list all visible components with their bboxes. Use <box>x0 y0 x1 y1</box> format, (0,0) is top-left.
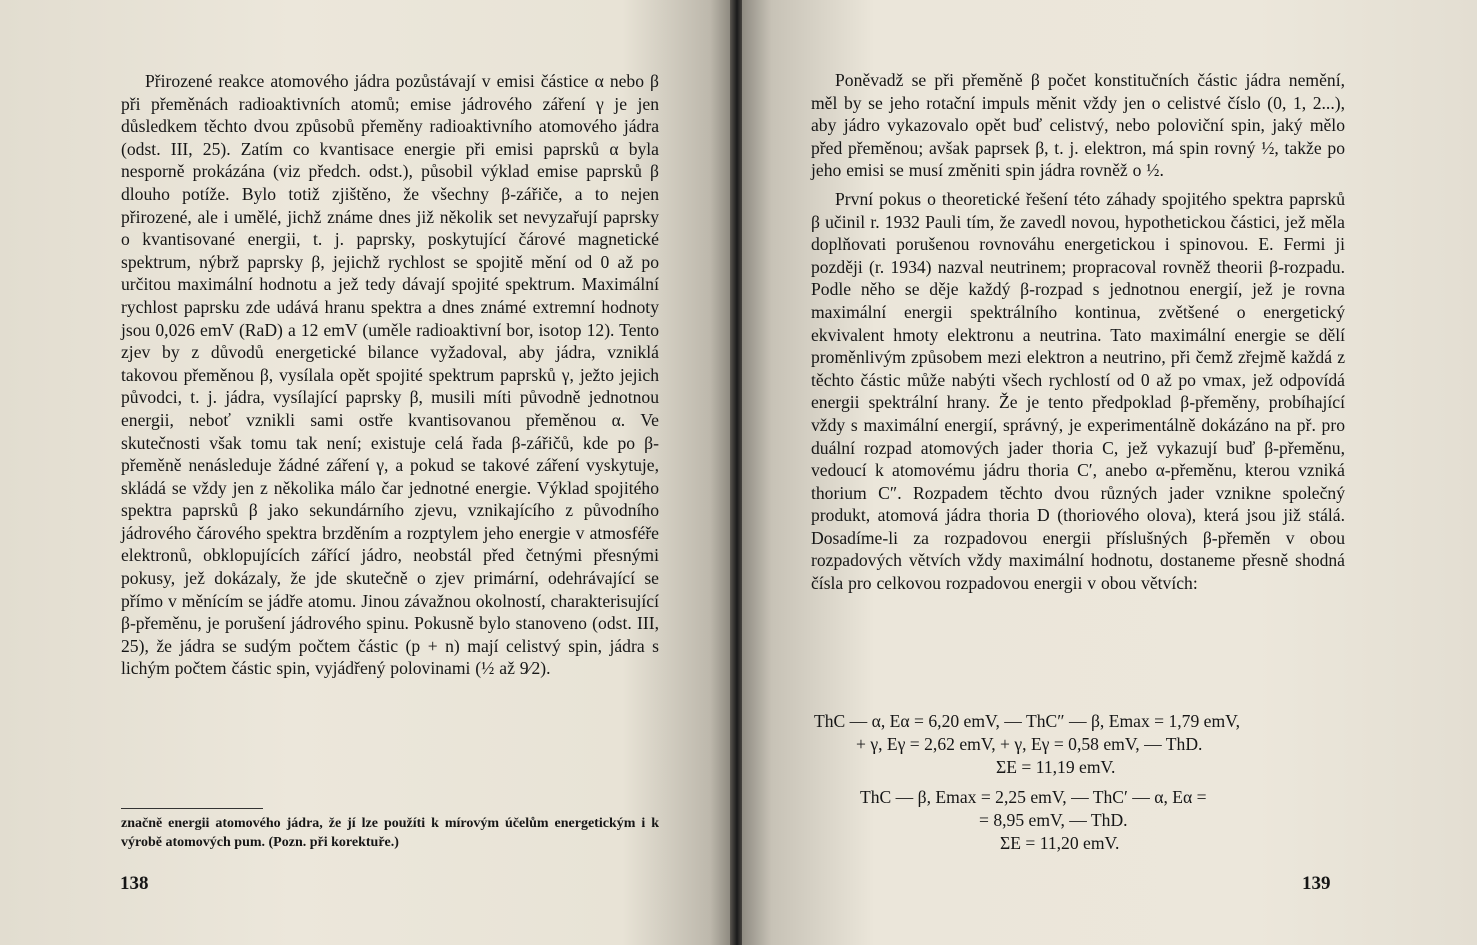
equation-line: = 8,95 emV, — ThD. <box>979 810 1128 830</box>
left-page <box>0 0 732 945</box>
right-page <box>742 0 1477 945</box>
equation-line: ThC — α, Eα = 6,20 emV, — ThC″ — β, Emax = 1,79 emV, <box>814 711 1240 731</box>
page-number-right: 139 <box>1302 873 1331 894</box>
left-page-body <box>121 70 659 680</box>
left-page-paragraph: Přirozené reakce atomového jádra pozůstávají v emisi částice α nebo β při přeměnách radioaktivních atomů; emise jádrového záření γ je jen důsledkem těchto dvou způsobů přeměny radioaktivního atomového jádra (odst. III, 25). Zatím co kvantisace energie při emisi paprsků α byla nesporně prokázána (viz předch. odst.), působil výklad emise paprsků β dlouho potíže. Bylo totiž zjištěno, že všechny β-zářiče, a to nejen přirozené, ale i umělé, jichž známe dnes již několik set nevyzařují paprsky o kvantisované energii, t. j. paprsky, poskytující čárové magnetické spektrum, nýbrž paprsky β, jejichž rychlost se spojitě mění od 0 až po určitou maximální hodnotu a jež tedy dávají spojité spektrum. Maximální rychlost paprsku zde udává hranu spektra a dnes známé extremní hodnoty jsou 0,026 emV (RaD) a 12 emV (uměle radioaktivní bor, isotop 12). Tento zjev by z důvodů energetické bilance vyžadoval, aby jádra, vzniklá takovou přeměnou β, vysílala opět spojité spektrum paprsků γ, ježto jejich původci, t. j. jádra, vysílající paprsky β, musili míti původně jednotnou energii, neboť vznikli sami ostře kvantisovanou přeměnou α. Ve skutečnosti však tomu tak není; existuje celá řada β-zářičů, kde po β-přeměně nenásleduje žádné záření γ, a pokud se takové záření vyskytuje, skládá se vždy jen z několika málo čar jednotné energie. Výklad spojitého spektra paprsků β jako sekundárního zjevu, vznikajícího z původního jádrového čárového spektra brzděním a rozptylem jeho energie v atmosféře elektronů, obklopujících zářící jádro, neobstál před četnými přesnými pokusy, jež dokázaly, že jde skutečně o zjev primární, odehrávající se přímo v měnícím se jádře atomu. Jinou závažnou okolností, charakterisující β-přeměnu, je porušení jádrového spinu. Pokusně bylo stanoveno (odst. III, 25), že jádra se sudým počtem částic (p + n) mají celistvý spin, jádra s lichým počtem částic spin, vyjádřený polovinami (½ až 9⁄2). <box>121 71 659 679</box>
right-page-paragraph-2: První pokus o theoretické řešení této záhady spojitého spektra paprsků β učinil r. 1932 Pauli tím, že zavedl novou, hypothetickou částici, jež měla doplňovati porušenou rovnováhu energetickou i spinovou. E. Fermi ji později (r. 1934) nazval neutrinem; propracoval rovněž theorii β-rozpadu. Podle něho se děje každý β-rozpad s jednotnou energií, jež je rovna maximální energii spektrálního kontinua, zvětšené o energetický ekvivalent hmoty elektronu a neutrina. Tato maximální energie se dělí proměnlivým způsobem mezi elektron a neutrino, při čemž zřejmě každá z těchto částic může nabýti všech rychlostí od 0 až po vmax, jež odpovídá energii spektrální hrany. Že je tento předpoklad β-přeměny, probíhající vždy s maximální energií, správný, je experimentálně dokázáno na př. pro duální rozpad atomových jader thoria C, jež vykazují buď β-přeměnu, vedoucí k atomovému jádru thoria C′, anebo α-přeměnu, kterou vzniká thorium C″. Rozpadem těchto dvou různých jader vznikne společný produkt, atomová jádra thoria D (thoriového olova), která jsou již stálá. Dosadíme-li za rozpadovou energii příslušných β-přeměn v obou rozpadových větvích vždy maximální hodnotu, dostaneme přesně shodná čísla pro celkovou rozpadovou energii v obou větvích: <box>811 188 1345 594</box>
right-page-paragraph-1: Poněvadž se při přeměně β počet konstitučních částic jádra nemění, měl by se jeho rotační impuls měnit vždy jen o celistvé číslo (0, 1, 2...), aby jádro vykazovalo opět buď celistvý, nebo poloviční spin, jaký mělo před přeměnou; avšak paprsek β, t. j. elektron, má spin rovný ½, takže po jeho emisi se musí změniti spin jádra rovněž o ½. <box>811 70 1345 181</box>
page-number-left: 138 <box>120 873 149 894</box>
footnote: značně energii atomového jádra, že jí lze použíti k mírovým účelům energetickým i k výrobě atomových pum. (Pozn. při korektuře.) <box>121 816 659 850</box>
equation-sum: ΣE = 11,19 emV. <box>996 757 1116 777</box>
equation-line: + γ, Eγ = 2,62 emV, + γ, Eγ = 0,58 emV, — ThD. <box>856 734 1203 754</box>
equation-line: ThC — β, Emax = 2,25 emV, — ThC′ — α, Eα = <box>860 787 1207 807</box>
right-page-body <box>811 69 1345 595</box>
footnote-rule <box>121 808 263 809</box>
equation-sum: ΣE = 11,20 emV. <box>1000 833 1120 853</box>
